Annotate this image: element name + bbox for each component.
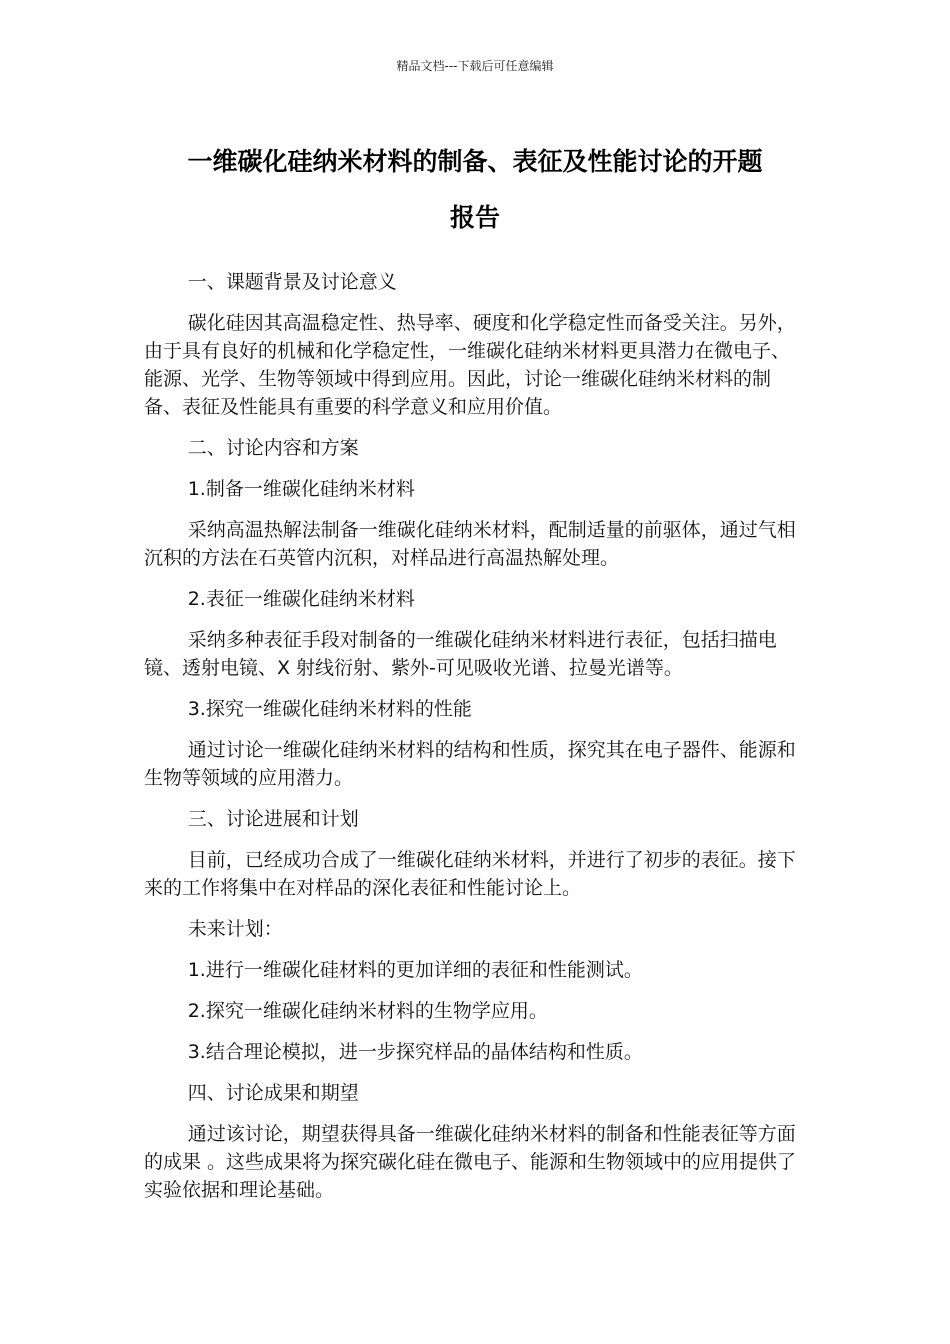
document-title: [120, 134, 830, 246]
title-line-2: 报告: [449, 203, 500, 232]
future-plan-label: 未来计划：: [187, 918, 283, 940]
plan-item-1: 1.进行一维碳化硅材料的更加详细的表征和性能测试。: [187, 959, 643, 981]
subheading-characterization: 2.表征一维碳化硅纳米材料: [187, 588, 415, 610]
header-note: 精品文档---下载后可任意编辑: [396, 59, 554, 73]
section-heading-progress: 三、讨论进展和计划: [187, 808, 359, 830]
section-heading-background: 一、课题背景及讨论意义: [187, 271, 397, 293]
subheading-preparation: 1.制备一维碳化硅纳米材料: [187, 478, 415, 500]
plan-item-2: 2.探究一维碳化硅纳米材料的生物学应用。: [187, 1000, 548, 1022]
paragraph-performance: 通过讨论一维碳化硅纳米材料的结构和性质，探究其在电子器件、能源和生物等领域的应用潜力。: [144, 739, 796, 789]
section-heading-results: 四、讨论成果和期望: [187, 1082, 359, 1104]
paragraph-preparation: 采纳高温热解法制备一维碳化硅纳米材料，配制适量的前驱体，通过气相沉积的方法在石英管内沉积，对样品进行高温热解处理。: [144, 519, 796, 569]
paragraph-background: 碳化硅因其高温稳定性、热导率、硬度和化学稳定性而备受关注。另外，由于具有良好的机械和化学稳定性，一维碳化硅纳米材料更具潜力在微电子、能源、光学、生物等领域中得到应用。因此，讨论一维碳化硅纳米材料的制备、表征及性能具有重要的科学意义和应用价值。: [144, 312, 796, 418]
document-body: [144, 268, 804, 1217]
subheading-performance: 3.探究一维碳化硅纳米材料的性能: [187, 698, 472, 720]
paragraph-results: 通过该讨论，期望获得具备一维碳化硅纳米材料的制备和性能表征等方面的成果 。这些成果将为探究碳化硅在微电子、能源和生物领域中的应用提供了实验依据和理论基础。: [144, 1123, 797, 1201]
plan-item-3: 3.结合理论模拟，进一步探究样品的晶体结构和性质。: [187, 1041, 643, 1063]
section-heading-content: 二、讨论内容和方案: [187, 437, 359, 459]
title-line-1: 一维碳化硅纳米材料的制备、表征及性能讨论的开题: [187, 147, 763, 176]
paragraph-characterization: 采纳多种表征手段对制备的一维碳化硅纳米材料进行表征，包括扫描电镜、透射电镜、X 射线衍射、紫外-可见吸收光谱、拉曼光谱等。: [144, 629, 777, 679]
paragraph-progress: 目前，已经成功合成了一维碳化硅纳米材料，并进行了初步的表征。接下来的工作将集中在对样品的深化表征和性能讨论上。: [144, 849, 796, 899]
